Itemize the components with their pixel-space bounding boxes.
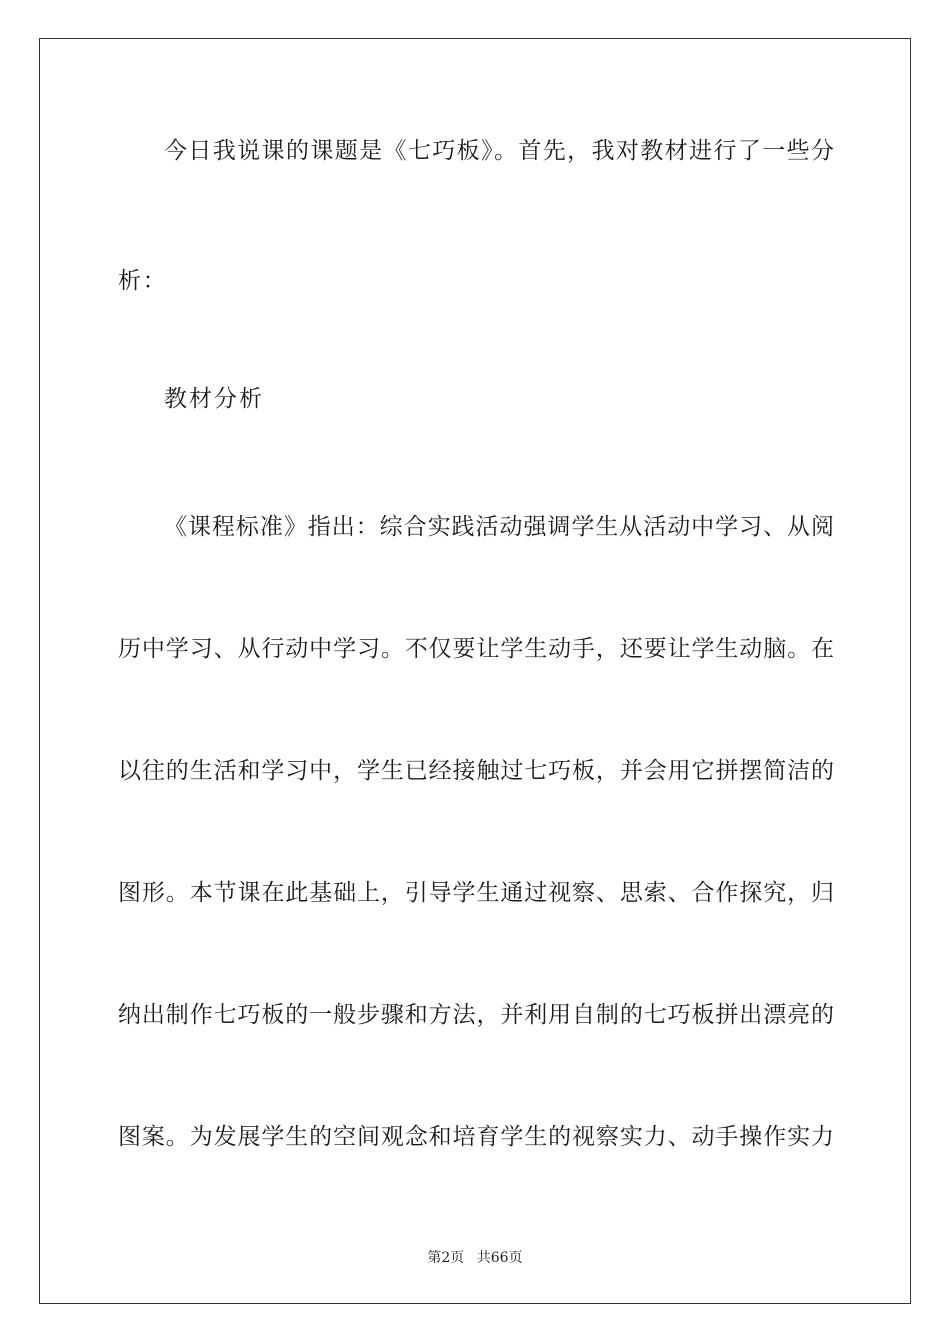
page-footer: [0, 1248, 950, 1268]
section-heading: 教材分析: [164, 386, 264, 412]
paragraph-line-8: 图案。为发展学生的空间观念和培育学生的视察实力、动手操作实力: [118, 1124, 834, 1150]
page-border: [39, 38, 911, 1304]
paragraph-line-2: 析：: [118, 268, 168, 294]
page-number-current: 第2页: [427, 1250, 465, 1266]
paragraph-line-1: 今日我说课的课题是《七巧板》。首先，我对教材进行了一些分: [164, 138, 834, 164]
paragraph-line-7: 纳出制作七巧板的一般步骤和方法，并利用自制的七巧板拼出漂亮的: [118, 1002, 834, 1028]
page-number-total: 共66页: [476, 1250, 523, 1266]
paragraph-line-4: 历中学习、从行动中学习。不仅要让学生动手，还要让学生动脑。在: [118, 636, 834, 662]
paragraph-line-5: 以往的生活和学习中，学生已经接触过七巧板，并会用它拼摆简洁的: [118, 758, 834, 784]
paragraph-line-6: 图形。本节课在此基础上，引导学生通过视察、思索、合作探究，归: [118, 880, 834, 906]
paragraph-line-3: 《课程标准》指出：综合实践活动强调学生从活动中学习、从阅: [164, 514, 834, 540]
